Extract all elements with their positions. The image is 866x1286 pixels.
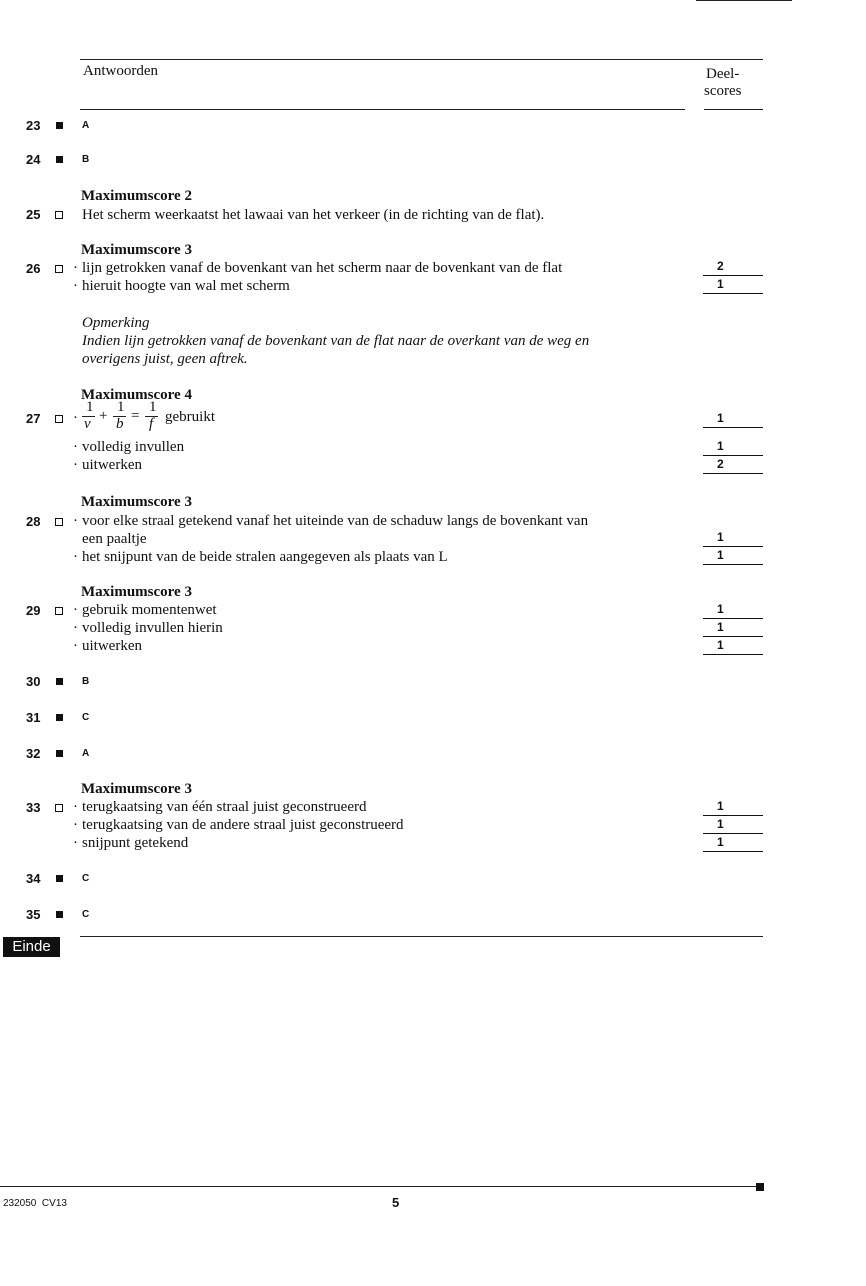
- remark-text: Indien lijn getrokken vanaf de bovenkant van de flat naar de overkant van de weg en: [82, 333, 590, 349]
- score-value: 1: [717, 638, 724, 652]
- mc-answer: C: [82, 712, 90, 723]
- question-number: 24: [26, 152, 41, 167]
- fraction-denominator: f: [149, 416, 154, 432]
- remark-heading: Opmerking: [82, 315, 150, 331]
- partial-score: [703, 604, 763, 619]
- answer-mark-open: [55, 607, 63, 615]
- answer-text: Het scherm weerkaatst het lawaai van het verkeer (in de richting van de flat).: [82, 207, 545, 223]
- partial-score: [703, 819, 763, 834]
- answer-mark-open: [55, 211, 63, 219]
- answer-mark-filled: [56, 911, 63, 918]
- criterion-bullet: ·: [73, 620, 78, 636]
- score-value: 2: [717, 457, 724, 471]
- question-number: 31: [26, 710, 41, 725]
- question-number: 28: [26, 514, 41, 529]
- question-number: 27: [26, 411, 41, 426]
- remark-text: overigens juist, geen aftrek.: [82, 351, 248, 367]
- score-value: 1: [717, 411, 724, 425]
- criterion-bullet: ·: [73, 799, 78, 815]
- question-number: 25: [26, 207, 41, 222]
- answer-mark-filled: [56, 678, 63, 685]
- score-value: 1: [717, 602, 724, 616]
- fraction-numerator: 1: [117, 399, 125, 415]
- partial-score: [703, 622, 763, 637]
- partial-score: [703, 459, 763, 474]
- question-number: 34: [26, 871, 41, 886]
- header-rule-bottom: [80, 109, 685, 110]
- top-right-rule: [696, 0, 792, 1]
- criterion-bullet: ·: [73, 602, 78, 618]
- question-number: 33: [26, 800, 41, 815]
- score-value: 1: [717, 530, 724, 544]
- criterion-bullet: ·: [73, 638, 78, 654]
- score-value: 1: [717, 548, 724, 562]
- header-rule-scores: [704, 109, 763, 110]
- max-score-heading: Maximumscore 3: [81, 494, 192, 510]
- partial-score: [703, 261, 763, 276]
- criterion-text: hieruit hoogte van wal met scherm: [82, 278, 290, 294]
- question-number: 32: [26, 746, 41, 761]
- question-number: 23: [26, 118, 41, 133]
- score-value: 1: [717, 835, 724, 849]
- criterion-text: lijn getrokken vanaf de bovenkant van het scherm naar de bovenkant van de flat: [82, 260, 563, 276]
- criterion-text: voor elke straal getekend vanaf het uiteinde van de schaduw langs de bovenkant van: [82, 513, 589, 529]
- criterion-bullet: ·: [73, 513, 78, 529]
- equals-sign: =: [131, 408, 140, 424]
- mc-answer: C: [82, 873, 90, 884]
- answer-mark-filled: [56, 714, 63, 721]
- criterion-bullet: ·: [73, 817, 78, 833]
- partial-score: [703, 640, 763, 655]
- mc-answer: C: [82, 909, 90, 920]
- end-rule: [80, 936, 763, 937]
- answer-mark-filled: [56, 156, 63, 163]
- answer-mark-filled: [56, 750, 63, 757]
- partial-score: [703, 441, 763, 456]
- mc-answer: A: [82, 748, 90, 759]
- header-rule-top: [80, 59, 763, 60]
- answer-mark-filled: [56, 875, 63, 882]
- criterion-bullet: ·: [73, 457, 78, 473]
- score-value: 1: [717, 817, 724, 831]
- question-number: 30: [26, 674, 41, 689]
- criterion-bullet: ·: [73, 549, 78, 565]
- criterion-bullet: ·: [73, 439, 78, 455]
- score-value: 1: [717, 799, 724, 813]
- partial-score: [703, 532, 763, 547]
- answer-mark-open: [55, 804, 63, 812]
- fraction-denominator: b: [116, 416, 124, 432]
- criterion-text: het snijpunt van de beide stralen aangegeven als plaats van L: [82, 549, 448, 565]
- criterion-text: terugkaatsing van één straal juist geconstrueerd: [82, 799, 367, 815]
- answers-heading: Antwoorden: [83, 63, 158, 79]
- criterion-bullet: ·: [73, 260, 78, 276]
- partial-score: [703, 550, 763, 565]
- footer-code: 232050 CV13: [3, 1198, 67, 1209]
- formula-suffix: gebruikt: [165, 409, 215, 425]
- criterion-text-continued: een paaltje: [82, 531, 147, 547]
- partial-score: [703, 279, 763, 294]
- criterion-bullet: ·: [73, 410, 78, 426]
- max-score-heading: Maximumscore 4: [81, 387, 192, 403]
- criterion-text: snijpunt getekend: [82, 835, 189, 851]
- question-number: 35: [26, 907, 41, 922]
- max-score-heading: Maximumscore 3: [81, 242, 192, 258]
- max-score-heading: Maximumscore 3: [81, 781, 192, 797]
- answer-mark-filled: [56, 122, 63, 129]
- footer-rule: [0, 1186, 760, 1187]
- scores-heading-line1: Deel-: [706, 66, 740, 82]
- fraction-denominator: v: [84, 416, 91, 432]
- score-value: 1: [717, 620, 724, 634]
- partial-score: [703, 413, 763, 428]
- score-value: 2: [717, 259, 724, 273]
- question-number: 26: [26, 261, 41, 276]
- answer-mark-open: [55, 265, 63, 273]
- end-badge: Einde: [3, 937, 60, 957]
- question-number: 29: [26, 603, 41, 618]
- footer-square-mark: [756, 1183, 764, 1191]
- scores-heading-line2: scores: [704, 83, 742, 99]
- criterion-text: uitwerken: [82, 457, 142, 473]
- criterion-text: terugkaatsing van de andere straal juist geconstrueerd: [82, 817, 404, 833]
- criterion-text: volledig invullen: [82, 439, 185, 455]
- max-score-heading: Maximumscore 3: [81, 584, 192, 600]
- criterion-text: uitwerken: [82, 638, 142, 654]
- fraction-numerator: 1: [86, 399, 94, 415]
- plus-sign: +: [99, 408, 108, 424]
- partial-score: [703, 837, 763, 852]
- mc-answer: B: [82, 676, 90, 687]
- mc-answer: B: [82, 154, 90, 165]
- page-number: 5: [392, 1195, 400, 1210]
- partial-score: [703, 801, 763, 816]
- score-value: 1: [717, 277, 724, 291]
- answer-mark-open: [55, 415, 63, 423]
- fraction-numerator: 1: [149, 399, 157, 415]
- criterion-text: gebruik momentenwet: [82, 602, 217, 618]
- score-value: 1: [717, 439, 724, 453]
- answer-mark-open: [55, 518, 63, 526]
- max-score-heading: Maximumscore 2: [81, 188, 192, 204]
- mc-answer: A: [82, 120, 90, 131]
- criterion-bullet: ·: [73, 278, 78, 294]
- criterion-bullet: ·: [73, 835, 78, 851]
- criterion-text: volledig invullen hierin: [82, 620, 223, 636]
